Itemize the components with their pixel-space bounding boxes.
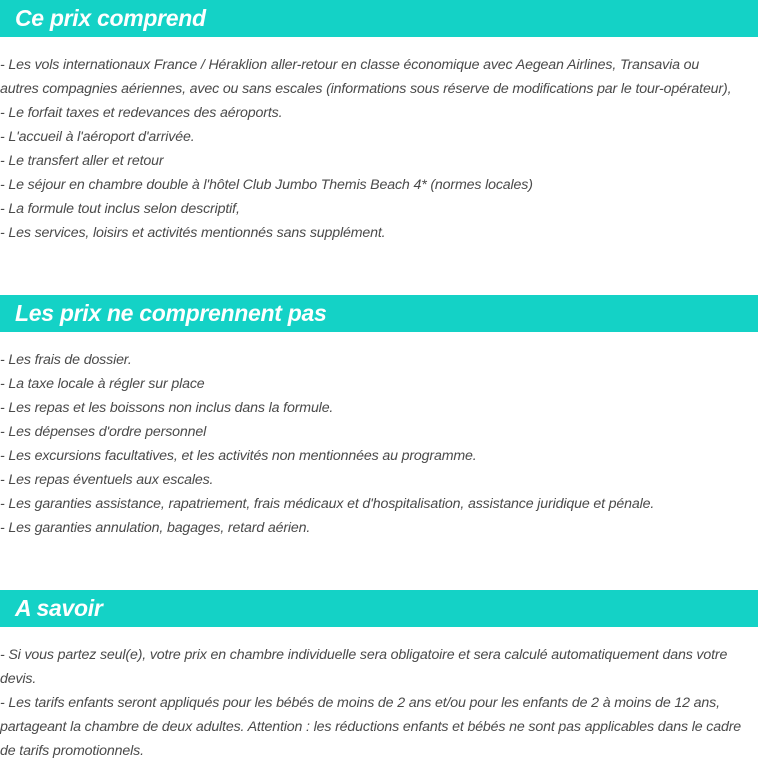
list-item: - Les frais de dossier. <box>0 352 132 368</box>
section-title: A savoir <box>15 595 103 621</box>
section-body <box>0 37 758 245</box>
list-item: autres compagnies aériennes, avec ou sans escales (informations sous réserve de modifications par le tour-opérateur), <box>0 81 732 97</box>
section-price-excludes <box>0 295 758 540</box>
list-item: - Les garanties annulation, bagages, retard aérien. <box>0 520 311 536</box>
list-item: - Le forfait taxes et redevances des aéroports. <box>0 105 283 121</box>
list-item: - L'accueil à l'aéroport d'arrivée. <box>0 129 195 145</box>
list-item: - Les vols internationaux France / Héraklion aller-retour en classe économique avec Aegean Airlines, Transavia ou <box>0 57 700 73</box>
paragraph: - Si vous partez seul(e), votre prix en chambre individuelle sera obligatoire et sera calculé automatiquement dans votre devis. <box>0 647 728 687</box>
list-item: - Les dépenses d'ordre personnel <box>0 424 207 440</box>
list-item: - Les garanties assistance, rapatriement, frais médicaux et d'hospitalisation, assistance juridique et pénale. <box>0 496 655 512</box>
section-header <box>0 0 758 37</box>
section-price-includes <box>0 0 758 245</box>
section-header <box>0 295 758 332</box>
section-good-to-know <box>0 590 758 763</box>
list-item: - Les repas et les boissons non inclus dans la formule. <box>0 400 334 416</box>
list-item: - Le transfert aller et retour <box>0 153 164 169</box>
list-item: - Les excursions facultatives, et les activités non mentionnées au programme. <box>0 448 477 464</box>
section-title: Ce prix comprend <box>15 5 206 31</box>
section-header <box>0 590 758 627</box>
section-body <box>0 332 758 540</box>
paragraph: - Les tarifs enfants seront appliqués pour les bébés de moins de 2 ans et/ou pour les enfants de 2 à moins de 12 ans, partageant la chambre de deux adultes. Attention : les réductions enfants et bébés ne sont pas applicables dans le cadre de tarifs promotionnels. <box>0 695 742 759</box>
section-title: Les prix ne comprennent pas <box>15 300 327 326</box>
list-item: - La taxe locale à régler sur place <box>0 376 205 392</box>
list-item: - Les repas éventuels aux escales. <box>0 472 214 488</box>
list-item: - Les services, loisirs et activités mentionnés sans supplément. <box>0 225 386 241</box>
list-item: - La formule tout inclus selon descriptif, <box>0 201 240 217</box>
list-item: - Le séjour en chambre double à l'hôtel Club Jumbo Themis Beach 4* (normes locales) <box>0 177 533 193</box>
section-body <box>0 627 758 763</box>
